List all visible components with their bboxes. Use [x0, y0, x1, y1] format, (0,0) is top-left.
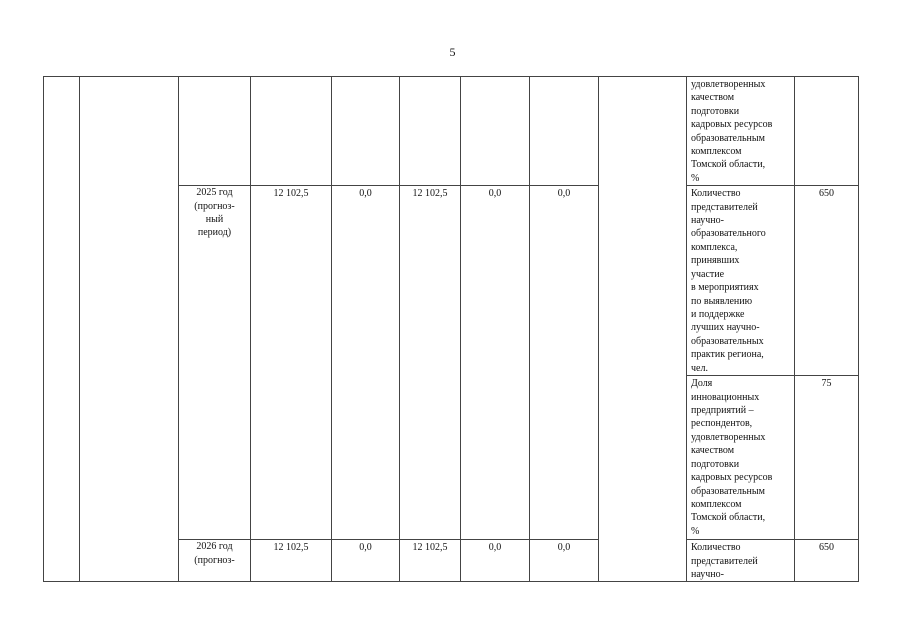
cell-regional — [400, 77, 461, 186]
cell-indicator: удовлетворенных качеством подготовки кадровых ресурсов образовательным комплексом Томской области, % — [687, 77, 795, 186]
cell-total: 12 102,5 — [251, 186, 332, 540]
page-number: 5 — [449, 45, 456, 59]
cell-total: 12 102,5 — [251, 540, 332, 582]
cell-year: 2025 год (прогноз- ный период) — [179, 186, 251, 540]
cell-indicator: Доля инновационных предприятий – респондентов, удовлетворенных качеством подготовки кадровых ресурсов образовательным комплексом Томской области, % — [687, 376, 795, 540]
program-table — [43, 76, 859, 582]
cell-indicator: Количество представителей научно- образовательного комплекса, принявших участие в мероприятиях по выявлению и поддержке лучших научно- образовательных практик региона, чел. — [687, 186, 795, 376]
cell-extra: 0,0 — [530, 540, 599, 582]
cell-indicator-value: 75 — [795, 376, 859, 540]
cell-task-name — [80, 77, 179, 582]
cell-year — [179, 77, 251, 186]
cell-extra: 0,0 — [530, 186, 599, 540]
cell-local: 0,0 — [461, 186, 530, 540]
cell-federal: 0,0 — [332, 540, 400, 582]
cell-number — [44, 77, 80, 582]
cell-total — [251, 77, 332, 186]
table-row — [44, 77, 859, 186]
cell-local: 0,0 — [461, 540, 530, 582]
cell-indicator-value: 650 — [795, 540, 859, 582]
cell-indicator: Количество представителей научно- — [687, 540, 795, 582]
cell-extra — [530, 77, 599, 186]
cell-federal — [332, 77, 400, 186]
cell-federal: 0,0 — [332, 186, 400, 540]
cell-regional: 12 102,5 — [400, 186, 461, 540]
cell-indicator-value: 650 — [795, 186, 859, 376]
cell-local — [461, 77, 530, 186]
cell-regional: 12 102,5 — [400, 540, 461, 582]
cell-indicator-value — [795, 77, 859, 186]
cell-year: 2026 год (прогноз- — [179, 540, 251, 582]
cell-executor — [599, 77, 687, 582]
